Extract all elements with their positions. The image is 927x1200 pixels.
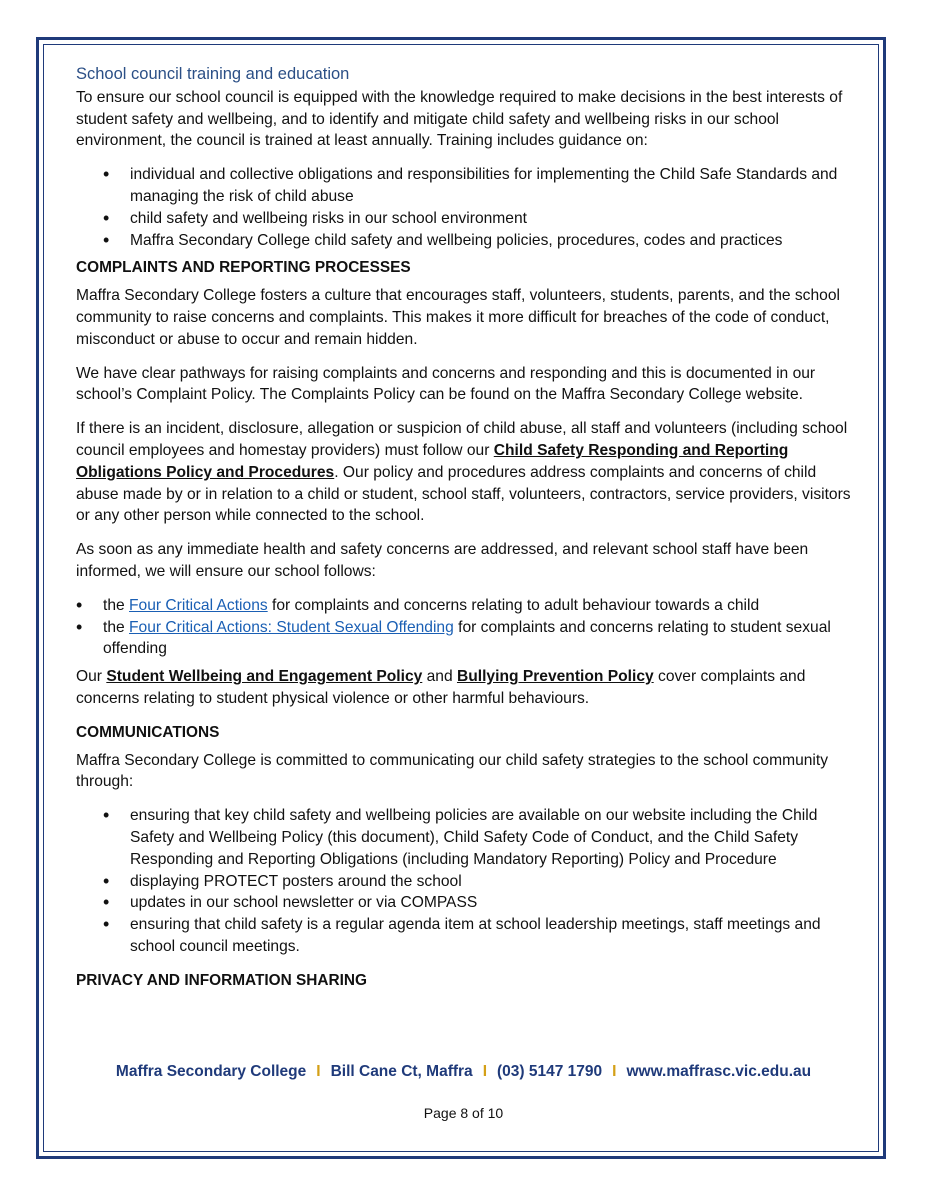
paragraph-text: If there is an incident, disclosure, allegation or suspicion of child abuse, all staff and volunteers (including school council employees and homestay providers) must follow our: [76, 420, 848, 459]
footer-separator: I: [612, 1063, 617, 1080]
footer-school-name: Maffra Secondary College: [115, 1063, 307, 1080]
paragraph-text: Our: [76, 668, 107, 686]
complaints-paragraph-2: We have clear pathways for raising complaints and concerns and responding and this is documented in our school’s Complaint Policy. The Complaints Policy can be found on the Maffra Secondary College website.: [76, 364, 816, 404]
complaints-paragraph-5: [76, 666, 860, 710]
list-item: • individual and collective obligations and responsibilities for implementing the Child Safe Standards and managing the risk of child abuse: [76, 164, 860, 208]
student-sexual-offending-link[interactable]: Four Critical Actions: Student Sexual Offending: [129, 618, 454, 636]
page-number: Page 8 of 10: [423, 1105, 504, 1121]
communications-intro: Maffra Secondary College is committed to communicating our child safety strategies to the school community through:: [76, 751, 829, 791]
paragraph-text: and: [422, 668, 457, 686]
training-list: [76, 164, 860, 251]
list-item: • ensuring that child safety is a regular agenda item at school leadership meetings, staff meetings and school council meetings.: [76, 914, 860, 958]
paragraph-text: cover complaints and concerns relating to student physical violence or other harmful behaviours.: [76, 668, 806, 707]
footer-phone: (03) 5147 1790: [497, 1063, 603, 1080]
list-item: • Maffra Secondary College child safety and wellbeing policies, procedures, codes and practices: [76, 230, 860, 252]
list-item: [76, 595, 860, 617]
list-text: for complaints and concerns relating to adult behaviour towards a child: [267, 596, 760, 614]
training-intro: To ensure our school council is equipped with the knowledge required to make decisions in the best interests of student safety and wellbeing, and to identify and mitigate child safety and wellbeing risks in our school environment, the council is trained at least annually. Training includes guidance on:: [76, 88, 843, 150]
complaints-paragraph-3: [76, 418, 860, 527]
list-text: for complaints and concerns relating to student sexual offending: [103, 618, 831, 658]
footer-contact-bar: [0, 1063, 927, 1081]
communications-list: [76, 805, 860, 958]
footer-separator: I: [482, 1063, 487, 1080]
list-item: • child safety and wellbeing risks in our school environment: [76, 208, 860, 230]
wellbeing-engagement-policy-link[interactable]: Student Wellbeing and Engagement Policy: [106, 668, 423, 686]
list-item: • ensuring that key child safety and wellbeing policies are available on our website including the Child Safety and Wellbeing Policy (this document), Child Safety Code of Conduct, and the Child Safety Responding and Reporting Obligations (including Mandatory Reporting) Policy and Procedure: [76, 805, 860, 870]
list-item: [76, 617, 860, 661]
reporting-obligations-link[interactable]: Child Safety Responding and Reporting Obligations Policy and Procedures: [76, 441, 789, 481]
complaints-paragraph-4: As soon as any immediate health and safety concerns are addressed, and relevant school staff have been informed, we will ensure our school follows:: [76, 541, 809, 580]
document-body: [76, 64, 860, 997]
footer-website: www.maffrasc.vic.edu.au: [626, 1063, 812, 1080]
critical-actions-list: [76, 595, 860, 660]
list-text: the: [103, 618, 130, 636]
four-critical-actions-link[interactable]: Four Critical Actions: [129, 596, 268, 614]
complaints-paragraph-1: Maffra Secondary College fosters a culture that encourages staff, volunteers, students, parents, and the school community to raise concerns and complaints. This makes it more difficult for breaches of the code of conduct, misconduct or abuse to occur and remain hidden.: [76, 287, 840, 348]
bullying-prevention-policy-link[interactable]: Bullying Prevention Policy: [456, 668, 654, 686]
list-item: • updates in our school newsletter or via COMPASS: [76, 892, 860, 914]
list-text: the: [103, 596, 130, 614]
paragraph-text: . Our policy and procedures address complaints and concerns of child abuse made by or in relation to a child or student, school staff, volunteers, contractors, service providers, visitors or any other person while connected to the school.: [76, 463, 851, 525]
communications-heading: COMMUNICATIONS: [76, 723, 220, 741]
privacy-heading: PRIVACY AND INFORMATION SHARING: [76, 971, 367, 989]
training-subheading: School council training and education: [76, 65, 350, 83]
footer-address: Bill Cane Ct, Maffra: [330, 1063, 473, 1080]
list-item: • displaying PROTECT posters around the school: [76, 871, 860, 893]
footer-separator: I: [316, 1063, 321, 1080]
complaints-heading: COMPLAINTS AND REPORTING PROCESSES: [76, 259, 411, 277]
